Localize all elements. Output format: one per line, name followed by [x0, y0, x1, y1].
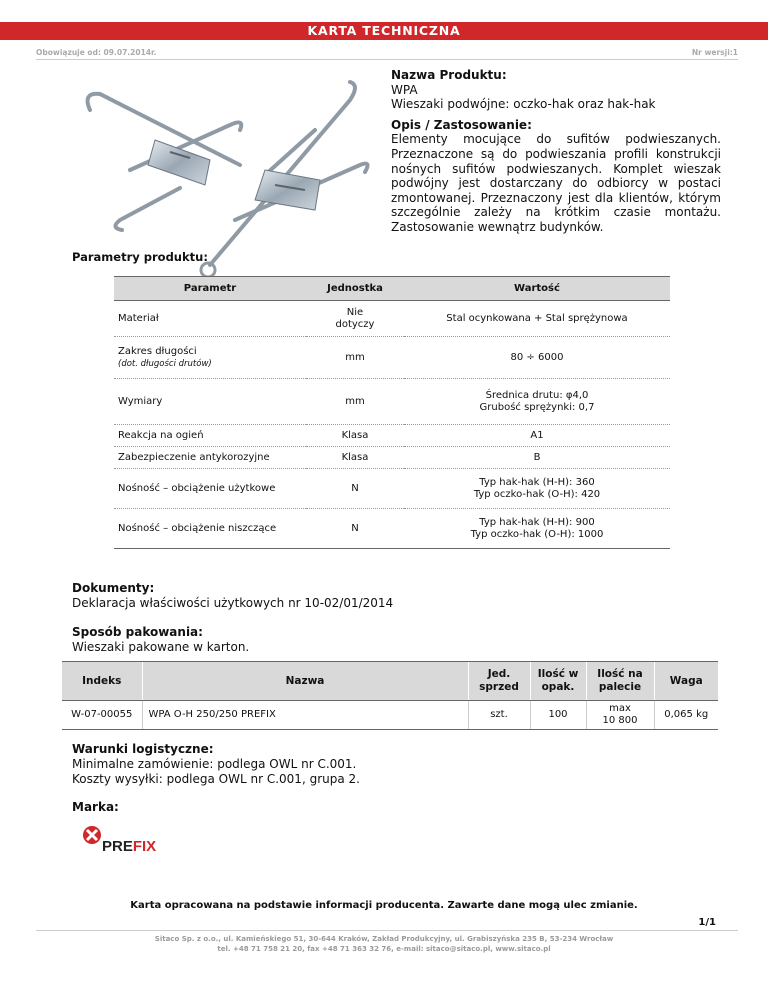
logistics-section	[72, 742, 360, 787]
product-code: WPA	[391, 82, 418, 97]
pack-weight: 0,065 kg	[654, 701, 718, 730]
product-name: Wieszaki podwójne: oczko-hak oraz hak-hak	[391, 97, 656, 112]
doc-title-banner: KARTA TECHNICZNA	[0, 22, 768, 40]
param-name: Zabezpieczenie antykorozyjne	[114, 447, 306, 469]
params-heading: Parametry produktu:	[72, 250, 208, 264]
pack-header-pallet: Ilość na palecie	[586, 662, 654, 701]
param-unit: Klasa	[306, 425, 404, 447]
table-row	[114, 509, 670, 549]
params-header-value: Wartość	[404, 277, 670, 301]
param-value-line1: Średnica drutu: φ4,0	[485, 389, 589, 401]
param-value: A1	[404, 425, 670, 447]
pack-pallet	[586, 701, 654, 730]
logistics-line1: Minimalne zamówienie: podlega OWL nr C.001.	[72, 757, 357, 771]
param-name: Materiał	[114, 301, 306, 337]
logistics-heading: Warunki logistyczne:	[72, 742, 214, 756]
pack-header-index: Indeks	[62, 662, 142, 701]
pack-header-name: Nazwa	[142, 662, 468, 701]
table-row	[114, 379, 670, 425]
table-row	[114, 425, 670, 447]
pack-index: W-07-00055	[62, 701, 142, 730]
param-unit: mm	[306, 337, 404, 379]
company-contact: tel. +48 71 758 21 20, fax +48 71 363 32 76, e-mail: sitaco@sitaco.pl, www.sitaco.pl	[217, 945, 551, 953]
param-unit: mm	[306, 379, 404, 425]
param-value: 80 ÷ 6000	[404, 337, 670, 379]
documents-section	[72, 581, 393, 611]
product-description: Elementy mocujące do sufitów podwieszanych. Przeznaczone są do podwieszania profili konstrukcji nośnych sufitów podwieszanych. Komplet wieszak podwójny jest dostarczany do odbiorcy w postaci zmontowanej. Przeznaczony jest dla klientów, którym szczególnie zależy na krótkim czasie montażu. Zastosowanie wewnątrz budynków.	[391, 132, 721, 234]
pack-header-weight: Waga	[654, 662, 718, 701]
param-name	[114, 337, 306, 379]
param-unit: N	[306, 469, 404, 509]
pack-qty: 100	[530, 701, 586, 730]
pack-header-qty: Ilość w opak.	[530, 662, 586, 701]
product-info	[391, 68, 721, 235]
company-address: Sitaco Sp. z o.o., ul. Kamieńskiego 51, 30-644 Kraków, Zakład Produkcyjny, ul. Grabiszyńska 235 B, 53-234 Wrocław	[154, 935, 614, 943]
page-number: 1/1	[698, 917, 716, 928]
param-name-text: Zakres długości	[118, 345, 197, 357]
param-name: Nośność – obciążenie niszczące	[114, 509, 306, 549]
header-divider	[36, 59, 738, 60]
svg-text:PREFIX: PREFIX	[102, 838, 157, 855]
packing-heading: Sposób pakowania:	[72, 625, 203, 639]
param-value-line2: Typ oczko-hak (O-H): 1000	[470, 528, 604, 540]
company-info	[0, 934, 768, 954]
pack-header-unit: Jed. sprzed	[468, 662, 530, 701]
description-heading: Opis / Zastosowanie:	[391, 117, 532, 132]
params-header-unit: Jednostka	[306, 277, 404, 301]
param-name: Nośność – obciążenie użytkowe	[114, 469, 306, 509]
param-value	[404, 509, 670, 549]
param-value: B	[404, 447, 670, 469]
valid-from: Obowiązuje od: 09.07.2014r.	[36, 48, 157, 57]
pack-name: WPA O-H 250/250 PREFIX	[142, 701, 468, 730]
pack-unit: szt.	[468, 701, 530, 730]
param-note: (dot. długości drutów)	[118, 358, 212, 369]
param-unit: Nie dotyczy	[306, 301, 404, 337]
table-row	[114, 337, 670, 379]
brand-section	[72, 800, 119, 815]
table-row	[114, 447, 670, 469]
packing-text: Wieszaki pakowane w karton.	[72, 640, 250, 654]
params-table	[114, 276, 670, 549]
param-value: Stal ocynkowana + Stal sprężynowa	[404, 301, 670, 337]
packing-section	[72, 625, 249, 655]
param-value	[404, 379, 670, 425]
table-row	[114, 469, 670, 509]
pack-pallet-line1: max	[609, 703, 631, 714]
product-name-heading: Nazwa Produktu:	[391, 68, 507, 82]
documents-heading: Dokumenty:	[72, 581, 155, 595]
param-name: Wymiary	[114, 379, 306, 425]
packing-table	[62, 661, 718, 730]
param-unit: Klasa	[306, 447, 404, 469]
param-value-line1: Typ hak-hak (H-H): 900	[479, 516, 595, 528]
prefix-logo	[80, 822, 180, 856]
param-value	[404, 469, 670, 509]
param-value-line2: Typ oczko-hak (O-H): 420	[473, 488, 601, 500]
version-number: Nr wersji:1	[691, 48, 738, 57]
footer-note: Karta opracowana na podstawie informacji producenta. Zawarte dane mogą ulec zmianie.	[130, 900, 638, 911]
table-row	[114, 301, 670, 337]
logistics-line2: Koszty wysyłki: podlega OWL nr C.001, grupa 2.	[72, 772, 360, 786]
param-value-line2: Grubość sprężynki: 0,7	[479, 401, 595, 413]
table-row	[62, 701, 718, 730]
param-unit: N	[306, 509, 404, 549]
param-value-line1: Typ hak-hak (H-H): 360	[479, 476, 595, 488]
footer-divider	[36, 930, 738, 931]
brand-heading: Marka:	[72, 800, 119, 814]
documents-text: Deklaracja właściwości użytkowych nr 10-02/01/2014	[72, 596, 394, 610]
pack-pallet-line2: 10 800	[602, 715, 638, 726]
params-header-param: Parametr	[114, 277, 306, 301]
param-name: Reakcja na ogień	[114, 425, 306, 447]
